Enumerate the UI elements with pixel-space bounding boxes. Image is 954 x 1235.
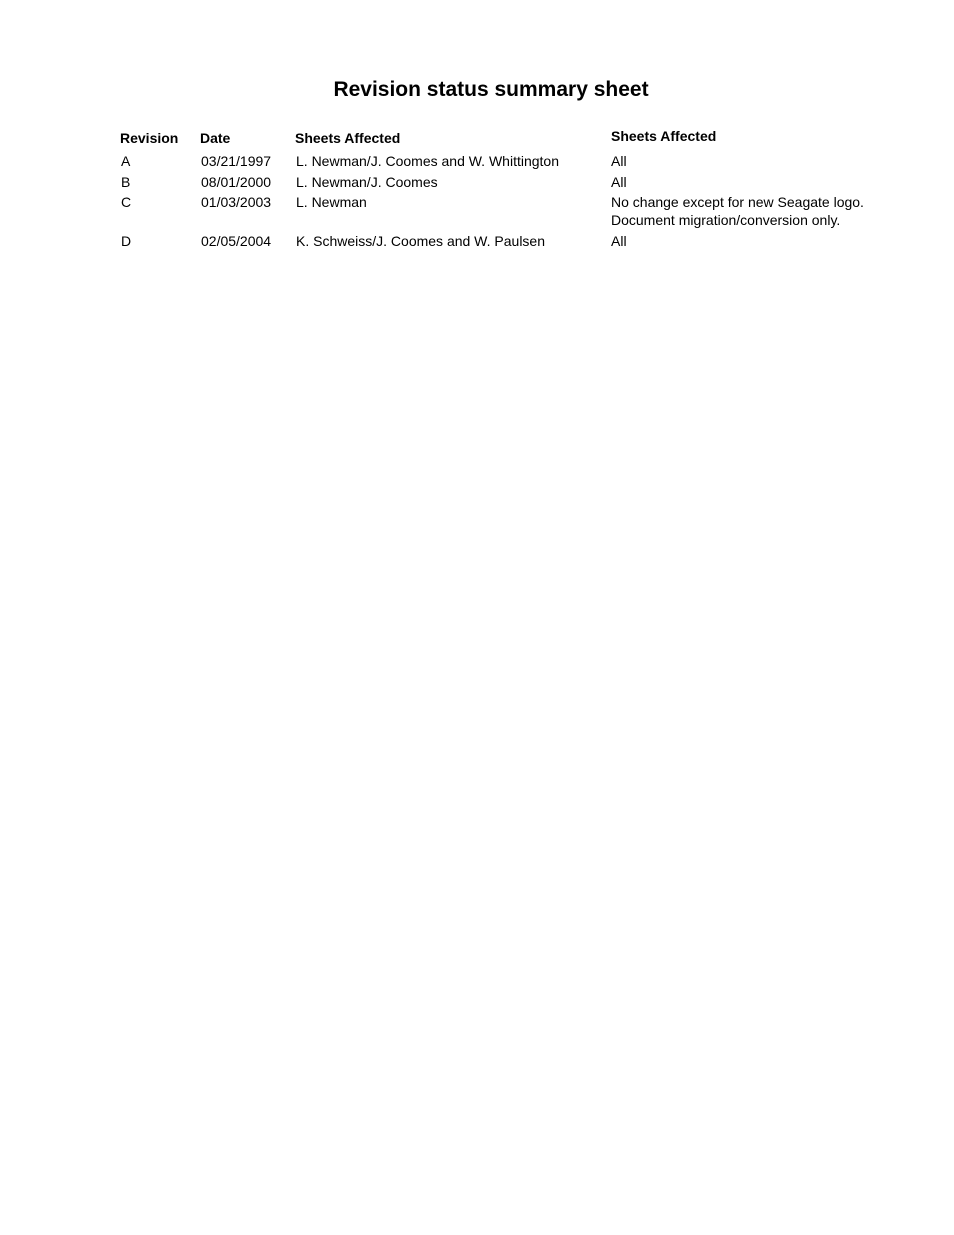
cell-sheets: All	[611, 153, 627, 169]
cell-writer: L. Newman/J. Coomes and W. Whittington	[296, 153, 559, 169]
header-revision: Revision	[120, 130, 179, 146]
cell-date: 03/21/1997	[201, 153, 272, 169]
header-writer: Sheets Affected	[295, 130, 401, 146]
cell-date: 08/01/2000	[201, 174, 272, 190]
header-date: Date	[200, 130, 231, 146]
cell-sheets: All	[611, 174, 627, 190]
page-title: Revision status summary sheet	[333, 78, 649, 101]
header-sheets-affected: Sheets Affected	[611, 128, 717, 144]
cell-sheets-line-2: Document migration/conversion only.	[611, 212, 841, 228]
cell-revision: D	[121, 233, 132, 249]
cell-revision: A	[121, 153, 131, 169]
cell-writer: K. Schweiss/J. Coomes and W. Paulsen	[296, 233, 545, 249]
cell-sheets: No change except for new Seagate logo.	[611, 194, 864, 210]
cell-sheets: All	[611, 233, 627, 249]
cell-writer: L. Newman	[296, 194, 367, 210]
cell-revision: C	[121, 194, 132, 210]
cell-date: 02/05/2004	[201, 233, 272, 249]
cell-revision: B	[121, 174, 131, 190]
cell-date: 01/03/2003	[201, 194, 272, 210]
cell-writer: L. Newman/J. Coomes	[296, 174, 438, 190]
